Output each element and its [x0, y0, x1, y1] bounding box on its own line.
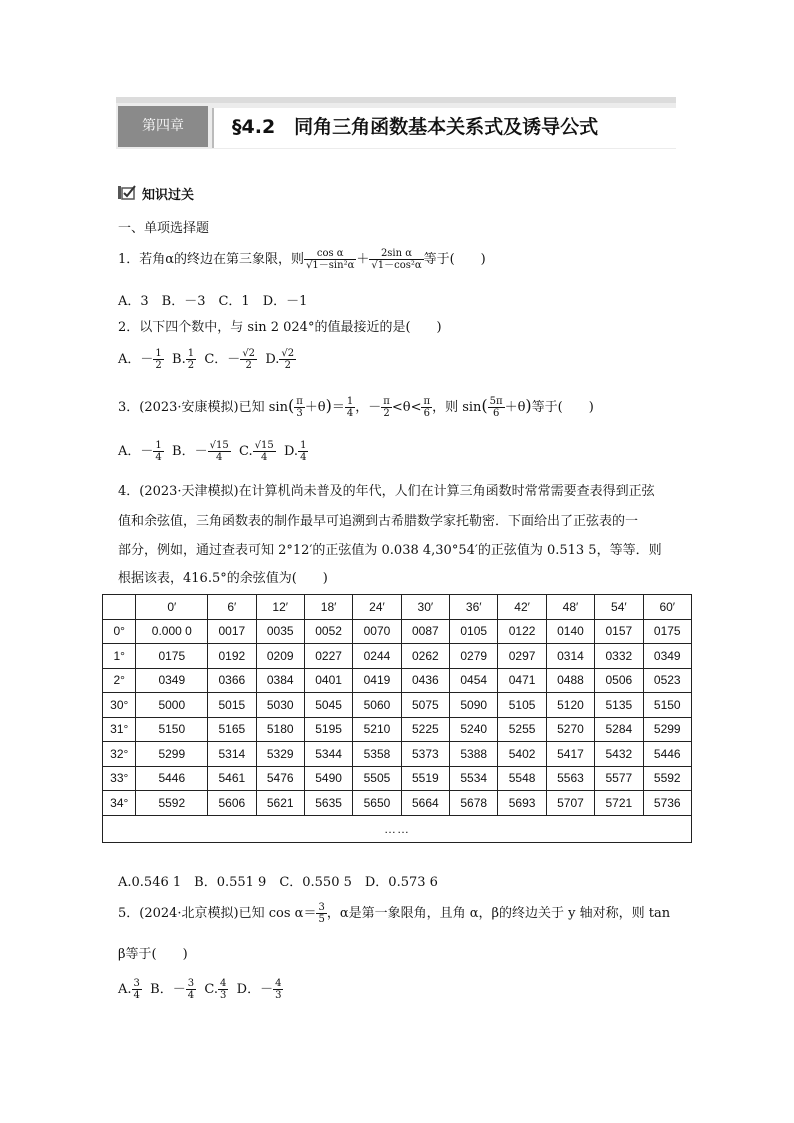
- table-cell: 5388: [450, 742, 498, 767]
- table-cell: 0017: [208, 619, 256, 644]
- table-cell: 0349: [643, 644, 691, 669]
- table-cell: 5225: [401, 717, 449, 742]
- q2-d-den: 2: [284, 360, 291, 371]
- table-ellipsis-row: [103, 815, 692, 842]
- q3-d-den: 4: [300, 452, 307, 463]
- table-header-cell: 12′: [256, 595, 304, 620]
- q2-option-d: D.: [265, 352, 280, 367]
- q3-stem-c: 等于( ): [531, 400, 594, 415]
- table-cell: 0279: [450, 644, 498, 669]
- q5-d-num: 4: [275, 978, 282, 989]
- table-cell: 5736: [643, 791, 691, 816]
- table-cell: 5075: [401, 693, 449, 718]
- q5-d-den: 3: [275, 990, 282, 1001]
- q5-b-den: 4: [187, 990, 195, 1001]
- q3-a-den: 4: [155, 452, 162, 463]
- q3-right-paren-2: ): [525, 396, 532, 415]
- table-cell: 5621: [256, 791, 304, 816]
- q2-c-num: √2: [242, 348, 256, 359]
- table-row: [103, 742, 692, 767]
- table-cell: 5165: [208, 717, 256, 742]
- table-cell: 1°: [103, 644, 136, 669]
- table-cell: 0°: [103, 619, 136, 644]
- table-cell: 0175: [136, 644, 208, 669]
- table-header-cell: 42′: [498, 595, 546, 620]
- q5-options: [118, 978, 283, 1001]
- q2-b-frac: [186, 348, 196, 371]
- table-cell: 5284: [595, 717, 643, 742]
- q3-eq: ＝: [331, 400, 345, 415]
- q3-quarter: [345, 396, 355, 419]
- table-cell: 0384: [256, 668, 304, 693]
- table-cell: 5519: [401, 766, 449, 791]
- table-row: [103, 766, 692, 791]
- table-header-cell: [103, 595, 136, 620]
- question-5: [118, 902, 670, 925]
- q3-cond-six: 6: [423, 408, 430, 419]
- table-cell: 0366: [208, 668, 256, 693]
- q2-c-den: 2: [245, 360, 252, 371]
- q4-options: A.0.546 1 B．0.551 9 C．0.550 5 D．0.573 6: [118, 875, 438, 890]
- q5-option-a: A.: [118, 982, 132, 997]
- q5-line-2: β等于( ): [118, 947, 188, 962]
- table-cell: 0471: [498, 668, 546, 693]
- table-cell: 0.000 0: [136, 619, 208, 644]
- table-cell: 5344: [304, 742, 352, 767]
- table-cell: 5135: [595, 693, 643, 718]
- table-cell: 5721: [595, 791, 643, 816]
- q3-a-num: 1: [155, 440, 162, 451]
- table-cell: 5490: [304, 766, 352, 791]
- page-title: §4.2 同角三角函数基本关系式及诱导公式: [232, 116, 599, 138]
- table-row: [103, 619, 692, 644]
- table-cell: 0105: [450, 619, 498, 644]
- table-cell: 5299: [643, 717, 691, 742]
- table-cell: 0070: [353, 619, 401, 644]
- q5-stem-a: 5．(2024·北京模拟)已知 cos α＝: [118, 906, 317, 921]
- table-cell: 5358: [353, 742, 401, 767]
- table-cell: 5000: [136, 693, 208, 718]
- table-cell: 5255: [498, 717, 546, 742]
- table-cell: 0087: [401, 619, 449, 644]
- table-cell: 5090: [450, 693, 498, 718]
- table-cell: 0244: [353, 644, 401, 669]
- q5-b-frac: [186, 978, 196, 1001]
- table-cell: 5577: [595, 766, 643, 791]
- table-cell: 0052: [304, 619, 352, 644]
- q2-a-frac: [153, 348, 163, 371]
- q3-d-num: 1: [300, 440, 307, 451]
- table-cell: 0297: [498, 644, 546, 669]
- q1-stem-b: 等于( ): [423, 252, 486, 267]
- table-cell: 0488: [546, 668, 594, 693]
- title-divider: [212, 108, 214, 148]
- q1-frac1-den: √1－sin²α: [306, 260, 355, 271]
- q3-c-num: √15: [254, 440, 274, 451]
- q2-option-a: A．－: [118, 352, 154, 367]
- q5-fraction: [316, 902, 326, 925]
- table-header-cell: 36′: [450, 595, 498, 620]
- table-cell: 5417: [546, 742, 594, 767]
- table-cell: 5548: [498, 766, 546, 791]
- q3-left-paren: (: [287, 396, 295, 415]
- table-cell: 0401: [304, 668, 352, 693]
- q3-a-frac: [153, 440, 163, 463]
- sine-table: [102, 594, 692, 843]
- table-row: [103, 717, 692, 742]
- table-cell: 5314: [208, 742, 256, 767]
- q3-plus-theta: ＋θ: [304, 400, 326, 415]
- q4-line-3: 部分，例如，通过查表可知 2°12′的正弦值为 0.038 4,30°54′的正弦值为 0.513 5，等等．则: [118, 543, 662, 558]
- table-cell: 0454: [450, 668, 498, 693]
- table-cell: 5693: [498, 791, 546, 816]
- table-header-cell: 6′: [208, 595, 256, 620]
- table-header-row: [103, 595, 692, 620]
- table-cell: 5446: [136, 766, 208, 791]
- table-cell: 5678: [450, 791, 498, 816]
- q3-pi-over-6: [421, 396, 432, 419]
- table-cell: 0419: [353, 668, 401, 693]
- q5-b-num: 3: [187, 978, 195, 989]
- table-cell: 0122: [498, 619, 546, 644]
- q1-fraction-1: [304, 248, 356, 271]
- table-cell: 0227: [304, 644, 352, 669]
- q3-cond-pi: π: [383, 396, 390, 407]
- q5-stem-b: ，α是第一象限角，且角 α，β的终边关于 y 轴对称，则 tan: [326, 906, 671, 921]
- q4-line-1: 4．(2023·天津模拟)在计算机尚未普及的年代，人们在计算三角函数时常常需要查表得到正弦: [118, 484, 655, 499]
- table-cell: 5240: [450, 717, 498, 742]
- table-header-cell: 54′: [595, 595, 643, 620]
- q2-option-b: B.: [172, 352, 186, 367]
- table-cell: 34°: [103, 791, 136, 816]
- table-cell: 5180: [256, 717, 304, 742]
- q3-option-a: A．－: [118, 444, 154, 459]
- q1-options: A．3 B．－3 C．1 D．－1: [118, 294, 308, 309]
- q2-c-frac: [240, 348, 257, 371]
- q5-c-frac: [218, 978, 228, 1001]
- q2-option-c: C．－: [204, 352, 241, 367]
- table-cell: 0314: [546, 644, 594, 669]
- q5-c-num: 4: [220, 978, 227, 989]
- q2-d-num: √2: [281, 348, 295, 359]
- table-cell: 0209: [256, 644, 304, 669]
- table-header-cell: 24′: [353, 595, 401, 620]
- table-cell: 5210: [353, 717, 401, 742]
- table-cell: 5505: [353, 766, 401, 791]
- table-row: [103, 668, 692, 693]
- q1-frac2-den: √1－cos²α: [371, 260, 422, 271]
- q2-a-num: 1: [155, 348, 162, 359]
- table-header-cell: 30′: [401, 595, 449, 620]
- q5-frac-den: 5: [318, 914, 325, 925]
- table-cell: 0332: [595, 644, 643, 669]
- table-cell: 33°: [103, 766, 136, 791]
- question-3: [118, 396, 594, 419]
- q5-c-den: 3: [220, 990, 227, 1001]
- table-cell: 5476: [256, 766, 304, 791]
- table-cell: 5635: [304, 791, 352, 816]
- q3-cond-a: ，－: [355, 400, 382, 415]
- table-cell: 5045: [304, 693, 352, 718]
- q3-options: [118, 440, 308, 463]
- q3-c-den: 4: [260, 452, 268, 463]
- q3-plus-theta-2: ＋θ: [504, 400, 526, 415]
- table-cell: 5432: [595, 742, 643, 767]
- table-cell: 5329: [256, 742, 304, 767]
- table-cell: 2°: [103, 668, 136, 693]
- q3-cond-pi2: π: [423, 396, 431, 407]
- table-cell: 5402: [498, 742, 546, 767]
- table-cell: 0523: [643, 668, 691, 693]
- q3-three: 3: [296, 408, 303, 419]
- table-cell: 5446: [643, 742, 691, 767]
- table-cell: 5195: [304, 717, 352, 742]
- q1-frac1-num: cos α: [304, 248, 356, 260]
- q3-six: 6: [492, 408, 500, 419]
- table-cell: 5105: [498, 693, 546, 718]
- q2-a-den: 2: [155, 360, 162, 371]
- q3-pi-over-2: [381, 396, 392, 419]
- q4-line-4: 根据该表，416.5°的余弦值为( ): [118, 571, 328, 586]
- q3-c-frac: [253, 440, 276, 463]
- table-cell: 0157: [595, 619, 643, 644]
- table-cell: 0262: [401, 644, 449, 669]
- q3-pi-over-3: [294, 396, 305, 419]
- table-cell: 30°: [103, 693, 136, 718]
- question-1: [118, 248, 486, 271]
- q3-b-den: 4: [215, 452, 223, 463]
- q3-five-pi: 5π: [489, 396, 503, 407]
- section-label: 知识过关: [142, 188, 195, 203]
- table-cell: 5606: [208, 791, 256, 816]
- q3-d-frac: [298, 440, 308, 463]
- q2-d-frac: [279, 348, 296, 371]
- q5-frac-num: 3: [318, 902, 325, 913]
- q2-b-den: 2: [187, 360, 195, 371]
- q1-plus: ＋: [356, 252, 370, 267]
- q5-a-num: 3: [133, 978, 140, 989]
- q3-b-frac: [208, 440, 231, 463]
- q3-option-b: B．－: [172, 444, 208, 459]
- table-cell: 5563: [546, 766, 594, 791]
- table-cell: 5060: [353, 693, 401, 718]
- q1-fraction-2: [369, 248, 423, 271]
- table-cell: 5664: [401, 791, 449, 816]
- table-cell: 0506: [595, 668, 643, 693]
- table-cell: 5592: [136, 791, 208, 816]
- q3-option-d: D.: [283, 444, 299, 459]
- table-header-cell: 48′: [546, 595, 594, 620]
- table-cell: 0349: [136, 668, 208, 693]
- table-cell: 0192: [208, 644, 256, 669]
- q5-a-den: 4: [133, 990, 140, 1001]
- table-cell: 0035: [256, 619, 304, 644]
- table-cell: 5120: [546, 693, 594, 718]
- table-cell: 5150: [136, 717, 208, 742]
- q3-left-paren-2: (: [481, 396, 488, 415]
- q2-stem: 2．以下四个数中，与 sin 2 024°的值最接近的是( ): [118, 320, 442, 335]
- table-header-cell: 18′: [304, 595, 352, 620]
- q1-frac2-num: 2sin α: [369, 248, 423, 260]
- table-cell: 5030: [256, 693, 304, 718]
- table-cell: 5707: [546, 791, 594, 816]
- q3-b-num: √15: [209, 440, 229, 451]
- table-cell: 5015: [208, 693, 256, 718]
- q5-option-b: B．－: [150, 982, 186, 997]
- table-ellipsis: ……: [103, 815, 692, 842]
- table-cell: 5373: [401, 742, 449, 767]
- q3-cond-mid: <θ<: [391, 400, 422, 415]
- table-cell: 5534: [450, 766, 498, 791]
- q2-b-num: 1: [187, 348, 195, 359]
- table-row: [103, 693, 692, 718]
- q5-option-c: C.: [204, 982, 218, 997]
- q4-line-2: 值和余弦值，三角函数表的制作最早可追溯到古希腊数学家托勒密．下面给出了正弦表的一: [118, 514, 639, 529]
- table-header-cell: 60′: [643, 595, 691, 620]
- table-cell: 0175: [643, 619, 691, 644]
- chapter-tab: 第四章: [118, 106, 208, 147]
- q5-a-frac: [132, 978, 142, 1001]
- q1-stem-a: 1．若角α的终边在第三象限，则: [118, 252, 305, 267]
- q3-stem-a: 3．(2023·安康模拟)已知 sin: [118, 400, 288, 415]
- table-cell: 32°: [103, 742, 136, 767]
- q3-cond-two: 2: [383, 408, 390, 419]
- table-row: [103, 791, 692, 816]
- part-title: 一、单项选择题: [118, 221, 210, 236]
- table-cell: 5650: [353, 791, 401, 816]
- table-cell: 5592: [643, 766, 691, 791]
- q5-option-d: D．－: [236, 982, 274, 997]
- header-top-rule: [116, 97, 676, 103]
- table-cell: 5461: [208, 766, 256, 791]
- q3-right-paren: ): [325, 396, 332, 415]
- q5-d-frac: [273, 978, 283, 1001]
- q2-options: [118, 348, 296, 371]
- table-row: [103, 644, 692, 669]
- q3-pi: π: [296, 396, 303, 407]
- table-cell: 0436: [401, 668, 449, 693]
- q3-5pi-over-6: [488, 396, 505, 419]
- table-cell: 31°: [103, 717, 136, 742]
- checklist-icon: [118, 185, 136, 200]
- table-cell: 5299: [136, 742, 208, 767]
- table-cell: 5270: [546, 717, 594, 742]
- table-cell: 0140: [546, 619, 594, 644]
- q3-stem-b: ，则 sin: [432, 400, 482, 415]
- q3-quarter-den: 4: [346, 408, 354, 419]
- table-cell: 5150: [643, 693, 691, 718]
- q3-quarter-num: 1: [346, 396, 354, 407]
- table-header-cell: 0′: [136, 595, 208, 620]
- q3-option-c: C.: [238, 444, 253, 459]
